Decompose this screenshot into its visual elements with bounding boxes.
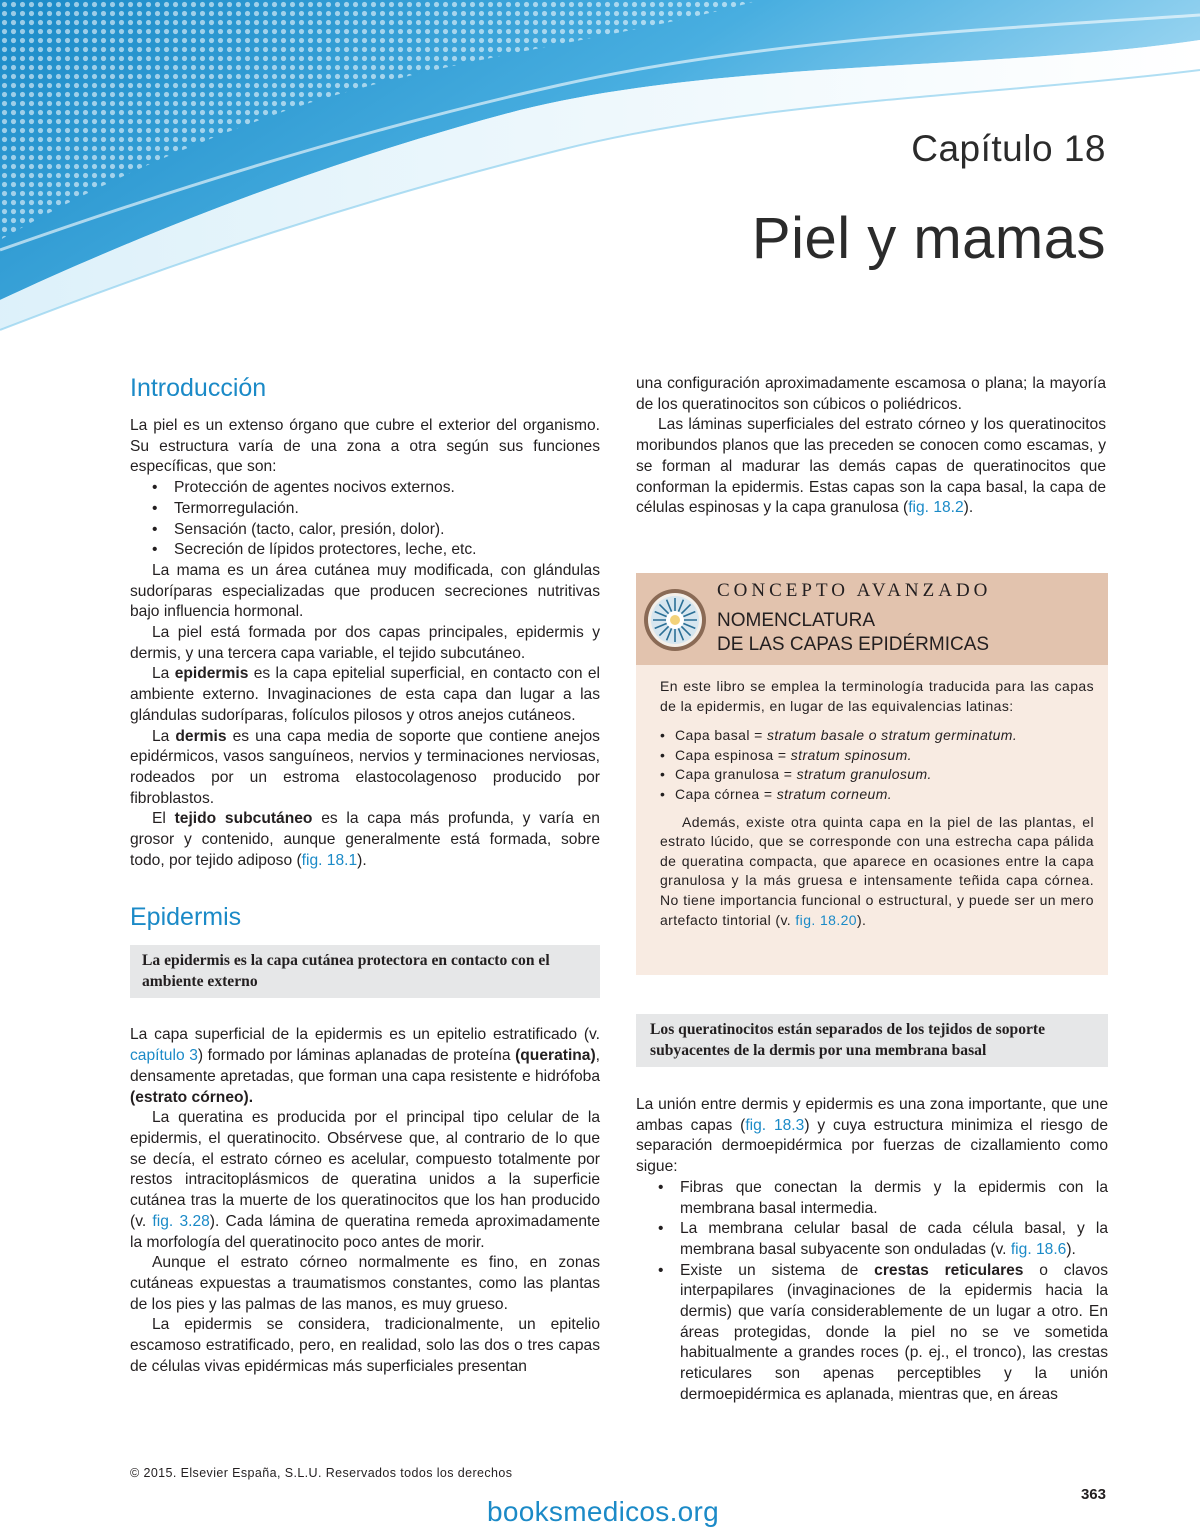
layer-name: Capa granulosa =	[675, 766, 797, 783]
paragraph-queratinocito	[130, 1108, 600, 1253]
text-run: ). Cada lámina de queratina remeda aproximadamente la morfología del queratinocito poco antes de morir.	[130, 1212, 601, 1251]
figure-link[interactable]: fig. 18.1	[301, 851, 358, 869]
chapter-link[interactable]: capítulo 3	[130, 1047, 198, 1065]
paragraph-epitelio-escamoso: La epidermis se considera, tradicionalmente, un epitelio escamoso estratificado, pero, en realidad, solo las dos o tres capas de células vivas epidérmicas más superficiales presentan	[130, 1316, 600, 1375]
page-number: 363	[1080, 1486, 1106, 1503]
text-run: , densamente apretadas, que forman una capa resistente e hidrófoba	[130, 1047, 601, 1085]
list-item: • Secreción de lípidos protectores, leche, etc.	[152, 540, 600, 561]
chapter-label: Capítulo 18	[911, 128, 1106, 169]
text-run: Además, existe otra quinta capa en la piel de las plantas, el estrato lúcido, que se corresponde con una estrecha capa pálida de queratina compacta, que aparece en ocasiones entre la capa granulosa y la más gruesa e intensamente teñida capa córnea. No tiene importancia funcional o estructural, y puede ser un mero artefacto tintorial (v.	[660, 813, 1094, 928]
paragraph-capa-superficial	[130, 1025, 600, 1108]
text-run: o clavos interpapilares (invaginaciones de la epidermis hacia la dermis) que varía considerablemente de un lugar a otro. En áreas protegidas, donde la piel no se ve sometida habitualmente a grandes roces (p. ej., el tronco), las crestas reticulares son apenas perceptibles y la unión dermoepidérmica es aplanada, mientras que, en áreas	[680, 1261, 1108, 1403]
text-run: Existe un sistema de	[680, 1261, 875, 1279]
chapter-title: Piel y mamas	[751, 206, 1106, 271]
list-item	[660, 726, 1094, 746]
junction-features-list	[636, 1178, 1108, 1406]
text-run: La	[152, 665, 175, 683]
layer-name: Capa basal =	[675, 727, 767, 744]
layer-nomenclature-list	[660, 726, 1094, 804]
watermark-url[interactable]: booksmedicos.org	[487, 1496, 720, 1527]
paragraph-union-dermoepidermica	[636, 1095, 1108, 1178]
right-column-lower	[636, 1014, 1108, 1406]
term-queratina: (queratina)	[515, 1047, 596, 1065]
text-run: ) y cuya estructura minimiza el riesgo de separación dermoepidérmica por fuerzas de cizallamiento como sigue:	[636, 1116, 1109, 1176]
paragraph-configuracion: una configuración aproximadamente escamosa o plana; la mayoría de los queratinocitos son cúbicos o poliédricos.	[636, 375, 1106, 413]
paragraph-mama: La mama es un área cutánea muy modificada, con glándulas sudoríparas especializadas que producen secreciones nutritivas bajo influencia hormonal.	[130, 561, 600, 621]
list-item: • Fibras que conectan la dermis y la epidermis con la membrana basal intermedia.	[658, 1178, 1108, 1219]
sunburst-icon	[642, 587, 708, 653]
paragraph-dermis	[130, 727, 600, 810]
section-heading-introduccion: Introducción	[130, 374, 267, 402]
text-run: El	[152, 810, 175, 828]
figure-link[interactable]: fig. 18.2	[908, 499, 964, 517]
text-run: La unión entre dermis y epidermis es una zona importante, que une ambas capas (	[636, 1096, 1108, 1134]
text-run: ).	[963, 499, 974, 517]
concept-kicker: CONCEPTO AVANZADO	[717, 580, 992, 601]
text-run: La queratina es producida por el principal tipo celular de la epidermis, el queratinocito. Obsérvese que, al contrario de lo que se decía, el estrato córneo es acelular, compuesto totalmente por restos intracitoplásmicos de queratina unidos a la superficie cutánea tras la muerte de los queratinocitos que los han producido (v.	[130, 1109, 600, 1230]
text-run: es una capa media de soporte que contiene anejos epidérmicos, vasos sanguíneos, nervios y terminaciones nerviosas, rodeados por un estroma elastocolagenoso producido por fibroblastos.	[130, 727, 600, 807]
list-item	[660, 785, 1094, 805]
text-run: ) formado por láminas aplanadas de proteína	[197, 1047, 516, 1065]
figure-link[interactable]: fig. 18.6	[1010, 1240, 1067, 1258]
paragraph-escamas	[636, 415, 1106, 519]
text-run: es la capa más profunda, y varía en grosor y contenido, aunque generalmente está formada, sobre todo, por tejido adiposo (	[130, 810, 600, 869]
list-item	[660, 765, 1094, 785]
advanced-concept-box	[636, 573, 1108, 975]
concept-title-line: NOMENCLATURA	[717, 610, 875, 631]
section-heading-epidermis: Epidermis	[130, 903, 242, 932]
figure-link[interactable]: fig. 3.28	[152, 1212, 210, 1230]
paragraph-capas: La piel está formada por dos capas principales, epidermis y dermis, y una tercera capa variable, el tejido subcutáneo.	[130, 624, 600, 662]
term-epidermis: epidermis	[174, 665, 249, 683]
functions-list	[130, 478, 600, 561]
paragraph-subcutaneo	[130, 809, 600, 871]
latin-name: stratum spinosum.	[790, 746, 912, 763]
text-run: es la capa epitelial superficial, en contacto con el ambiente externo. Invaginaciones de esta capa dan lugar a las glándulas sudoríparas, folículos pilosos y otros anejos cutáneos.	[130, 665, 600, 724]
latin-name: stratum granulosum.	[796, 766, 932, 783]
text-run: ).	[1066, 1240, 1076, 1258]
right-column	[636, 374, 1106, 519]
text-run: La	[152, 727, 176, 745]
list-item	[660, 746, 1094, 766]
latin-name: stratum corneum.	[776, 785, 893, 802]
list-item: • Termorregulación.	[152, 499, 600, 520]
concept-title-line: DE LAS CAPAS EPIDÉRMICAS	[717, 634, 990, 655]
term-crestas-reticulares: crestas reticulares	[874, 1261, 1024, 1279]
text-run: Las láminas superficiales del estrato córneo y los queratinocitos moribundos planos que las preceden se conocen como escamas, y se forman al madurar las demás capas de queratinocitos que conforman la epidermis. Estas capas son la capa basal, la capa de células espinosas y la capa granulosa (	[636, 416, 1106, 517]
list-item	[658, 1219, 1108, 1260]
paragraph-epidermis	[130, 664, 600, 726]
intro-paragraph: La piel es un extenso órgano que cubre el exterior del organismo. Su estructura varía de una zona a otra según sus funciones específicas, que son:	[130, 417, 600, 476]
figure-link[interactable]: fig. 18.20	[795, 911, 857, 928]
term-tejido-subcutaneo: tejido subcutáneo	[174, 810, 313, 828]
key-point-box: Los queratinocitos están separados de los tejidos de soporte subyacentes de la dermis por una membrana basal	[636, 1014, 1108, 1067]
latin-name: stratum basale o stratum germinatum.	[766, 727, 1018, 744]
layer-name: Capa espinosa =	[675, 746, 791, 763]
list-item: • Sensación (tacto, calor, presión, dolor).	[152, 520, 600, 541]
advanced-concept-header	[636, 573, 1108, 665]
list-item: • Protección de agentes nocivos externos.	[152, 478, 600, 499]
figure-link[interactable]: fig. 18.3	[745, 1116, 805, 1134]
term-dermis: dermis	[175, 727, 227, 745]
concept-intro: En este libro se emplea la terminología traducida para las capas de la epidermis, en lugar de las equivalencias latinas:	[660, 678, 1094, 714]
text-run: ).	[357, 851, 367, 869]
text-run: La membrana celular basal de cada célula basal, y la membrana basal subyacente son onduladas (v.	[680, 1220, 1108, 1258]
list-item	[658, 1261, 1108, 1406]
term-estrato-corneo: (estrato córneo).	[130, 1088, 254, 1106]
concept-paragraph-lucido	[660, 813, 1094, 931]
header-wave-banner	[0, 0, 1200, 380]
layer-name: Capa córnea =	[675, 785, 777, 802]
copyright-notice: © 2015. Elsevier España, S.L.U. Reservados todos los derechos	[130, 1466, 513, 1480]
text-run: La capa superficial de la epidermis es un epitelio estratificado (v.	[130, 1026, 600, 1044]
advanced-concept-body	[660, 677, 1094, 930]
key-point-box: La epidermis es la capa cutánea protectora en contacto con el ambiente externo	[130, 945, 600, 998]
paragraph-estrato-corneo: Aunque el estrato córneo normalmente es fino, en zonas cutáneas expuestas a traumatismos constantes, como las plantas de los pies y las palmas de las manos, es muy grueso.	[130, 1254, 600, 1313]
text-run: ).	[857, 911, 867, 928]
concept-title	[717, 609, 989, 657]
left-column	[130, 372, 600, 1377]
